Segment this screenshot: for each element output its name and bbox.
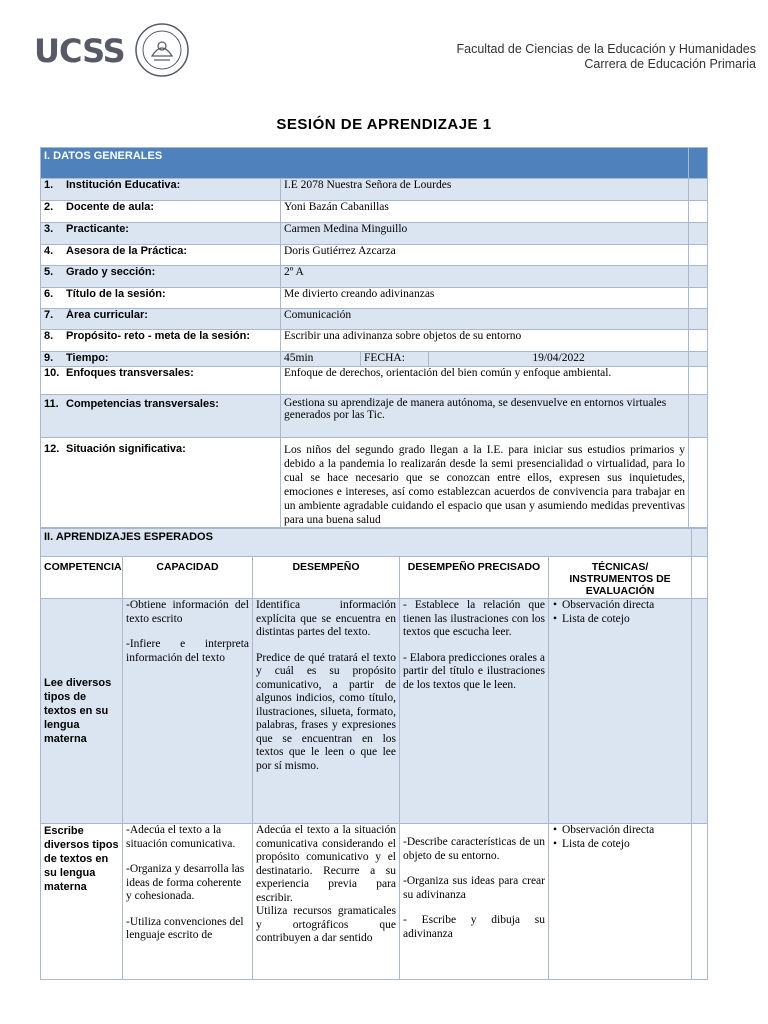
row-label: 10. Enfoques transversales:	[41, 367, 281, 395]
list-item: • Lista de cotejo	[562, 613, 688, 627]
desempeno-cell: Adecúa el texto a la situación comunicativa considerando el propósito comunicativo y el destinatario. Recurre a su experiencia previa para escribir. Utiliza recursos gramaticales y ortográficos que contribuyen a dar sentido	[253, 824, 400, 980]
col-tecnicas: TÉCNICAS/ INSTRUMENTOS DE EVALUACIÓN	[549, 557, 692, 599]
row-value: I.E 2078 Nuestra Señora de Lourdes	[281, 179, 689, 201]
row-label: 12. Situación significativa:	[41, 438, 281, 528]
row-label: 1. Institución Educativa:	[41, 179, 281, 201]
desempeno-cell: Identifica información explícita que se encuentra en distintas partes del texto. Predice de qué tratará el texto y cuál es su propósito comunicativo, a partir de algunos indicios, como título, ilustraciones, silueta, formato, palabras, frases y expresiones que se encuentran en los textos que le leen o que lee por sí mismo.	[253, 599, 400, 824]
row-label: 5. Grado y sección:	[41, 266, 281, 288]
col-capacidad: CAPACIDAD	[123, 557, 253, 599]
enfoques-value: Enfoque de derechos, orientación del bien común y enfoque ambiental.	[281, 367, 689, 395]
institution-header	[457, 42, 756, 72]
list-item: • Observación directa	[562, 599, 688, 613]
row-label: 11. Competencias transversales:	[41, 395, 281, 438]
list-item: • Observación directa	[562, 824, 688, 838]
career-name: Carrera de Educación Primaria	[584, 57, 756, 71]
capacidad-cell: -Adecúa el texto a la situación comunicativa. -Organiza y desarrolla las ideas de forma coherente y cohesionada. -Utiliza convenciones del lenguaje escrito de	[123, 824, 253, 980]
time-value: 45min	[281, 352, 361, 367]
row-label: 2. Docente de aula:	[41, 201, 281, 223]
competencia-cell: Lee diversos tipos de textos en su lengua materna	[41, 599, 123, 824]
row-value: Me divierto creando adivinanzas	[281, 288, 689, 309]
col-desempeno: DESEMPEÑO	[253, 557, 400, 599]
row-value: Escribir una adivinanza sobre objetos de su entorno	[281, 330, 689, 352]
row-value: 2º A	[281, 266, 689, 288]
tecnicas-cell	[549, 599, 692, 824]
competencias-value: Gestiona su aprendizaje de manera autónoma, se desenvuelve en entornos virtuales generados por las Tic.	[281, 395, 689, 438]
row-label: 4. Asesora de la Práctica:	[41, 245, 281, 266]
page-title: SESIÓN DE APRENDIZAJE 1	[276, 116, 492, 133]
row-label: 9. Tiempo:	[41, 352, 281, 367]
row-label: 6. Título de la sesión:	[41, 288, 281, 309]
section2-heading: II. APRENDIZAJES ESPERADOS	[41, 529, 692, 557]
logo-text: UCSS	[34, 32, 125, 70]
row-value: Carmen Medina Minguillo	[281, 223, 689, 245]
university-seal-icon	[134, 22, 190, 78]
row-value: Comunicación	[281, 309, 689, 330]
ucss-logo	[34, 22, 194, 78]
tecnicas-cell	[549, 824, 692, 980]
fecha-label: FECHA:	[361, 352, 429, 367]
competencia-cell: Escribe diversos tipos de textos en su lengua materna	[41, 824, 123, 980]
row-value: Yoni Bazán Cabanillas	[281, 201, 689, 223]
list-item: • Lista de cotejo	[562, 838, 688, 852]
col-competencia: COMPETENCIA	[41, 557, 123, 599]
section1-heading: I. DATOS GENERALES	[41, 148, 689, 179]
capacidad-cell: -Obtiene información del texto escrito -Infiere e interpreta información del texto	[123, 599, 253, 824]
row-label: 8. Propósito- reto - meta de la sesión:	[41, 330, 281, 352]
col-desempeno-precisado: DESEMPEÑO PRECISADO	[400, 557, 549, 599]
session-sheet	[40, 147, 707, 980]
row-value: Doris Gutiérrez Azcarza	[281, 245, 689, 266]
aprendizajes-table	[40, 528, 708, 980]
precisado-cell: -Describe características de un objeto de su entorno. -Organiza sus ideas para crear su adivinanza - Escribe y dibuja su adivinanza	[400, 824, 549, 980]
datos-generales-table	[40, 147, 708, 528]
faculty-name: Facultad de Ciencias de la Educación y Humanidades	[456, 42, 756, 56]
row-label: 3. Practicante:	[41, 223, 281, 245]
precisado-cell: - Establece la relación que tienen las ilustraciones con los textos que escucha leer. - Elabora predicciones orales a partir del título e ilustraciones de los textos que le leen.	[400, 599, 549, 824]
fecha-value: 19/04/2022	[429, 352, 689, 367]
situacion-value: Los niños del segundo grado llegan a la I.E. para iniciar sus estudios primarios y debido a la pandemia lo realizarán desde la semi presencialidad o virtualidad, para lo cual se hace necesario que se conozcan entre ellos, expresen sus inquietudes, emociones e intereses, así como establezcan acuerdos de convivencia para trabajar en un ambiente agradable cuidando el espacio que usan y asumiendo medidas preventivas para una buena salud	[281, 438, 689, 528]
row-label: 7. Área curricular:	[41, 309, 281, 330]
